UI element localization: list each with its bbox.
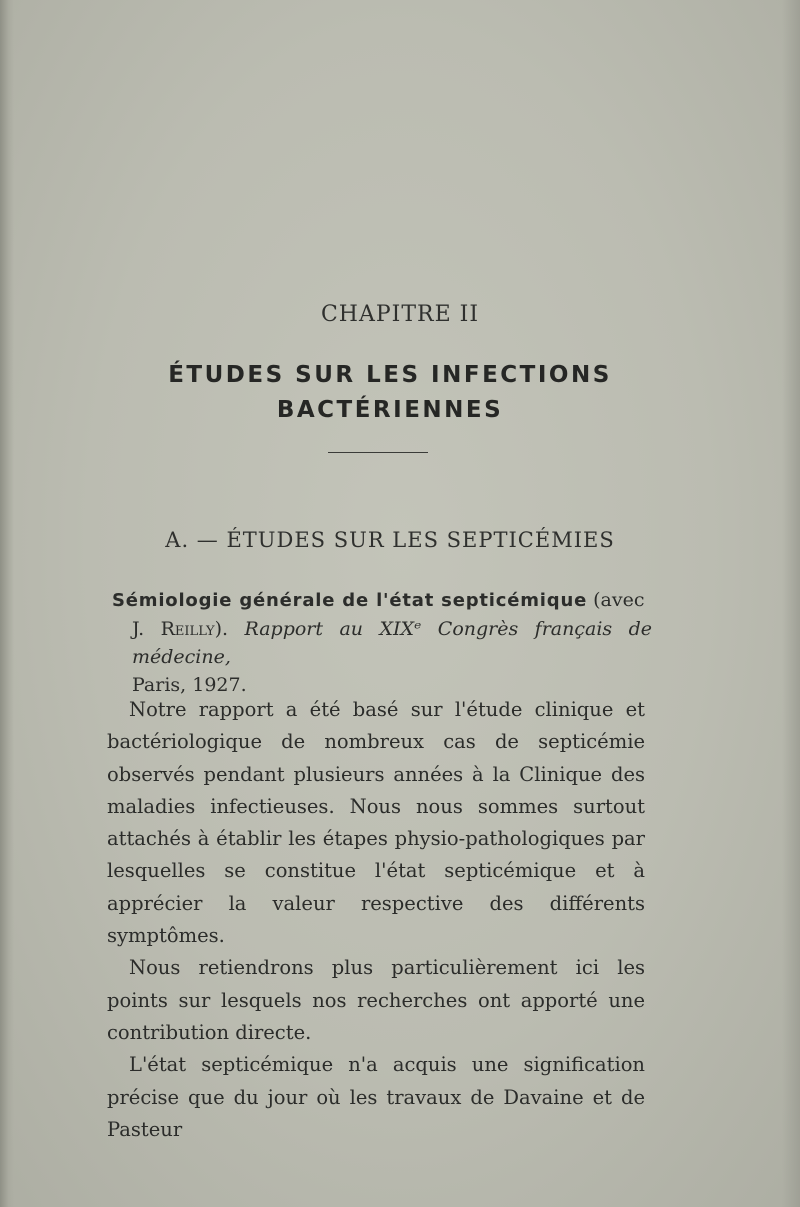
chapter-title-line-2: BACTÉRIENNES [276, 397, 504, 423]
chapter-title-line-1: ÉTUDES SUR LES INFECTIONS [168, 362, 612, 388]
reference-place-year: Paris, 1927. [132, 674, 247, 696]
body-paragraph-3: L'état septicémique n'a acquis une signification précise que du jour où les travaux de Davaine et de Pasteur [107, 1053, 645, 1141]
section-heading: A. — ÉTUDES SUR LES SEPTICÉMIES [165, 528, 615, 552]
reference-coauthor-name: Reilly [160, 618, 215, 640]
chapter-title [0, 358, 780, 428]
bibliographic-reference [112, 586, 652, 699]
chapter-heading: CHAPITRE II [320, 302, 480, 327]
reference-coauthor-initial: J. [132, 618, 145, 640]
reference-title: Sémiologie générale de l'état septicémique [112, 590, 588, 611]
reference-with: (avec [593, 589, 645, 611]
page-left-edge-shadow [0, 0, 14, 1207]
body-text [107, 694, 645, 1146]
body-paragraph-1: Notre rapport a été basé sur l'étude clinique et bactériologique de nombreux cas de septicémie observés pendant plusieurs années à la Clinique des maladies infectieuses. Nous nous sommes surtout attachés à établir les étapes physio-pathologiques par lesquelles se constitue l'état septicémique et à apprécier la valeur respective des différents symptômes. [107, 698, 645, 948]
reference-paren-close: ). [214, 618, 229, 640]
body-paragraph-2: Nous retiendrons plus particulièrement ici les points sur lesquels nos recherches ont apporté une contribution directe. [107, 956, 645, 1044]
reference-details [112, 615, 652, 699]
title-separator-rule [328, 452, 428, 453]
page-right-edge-shadow [782, 0, 800, 1207]
reference-publication: Rapport au XIXᵉ Congrès français de médecine, [132, 618, 652, 668]
